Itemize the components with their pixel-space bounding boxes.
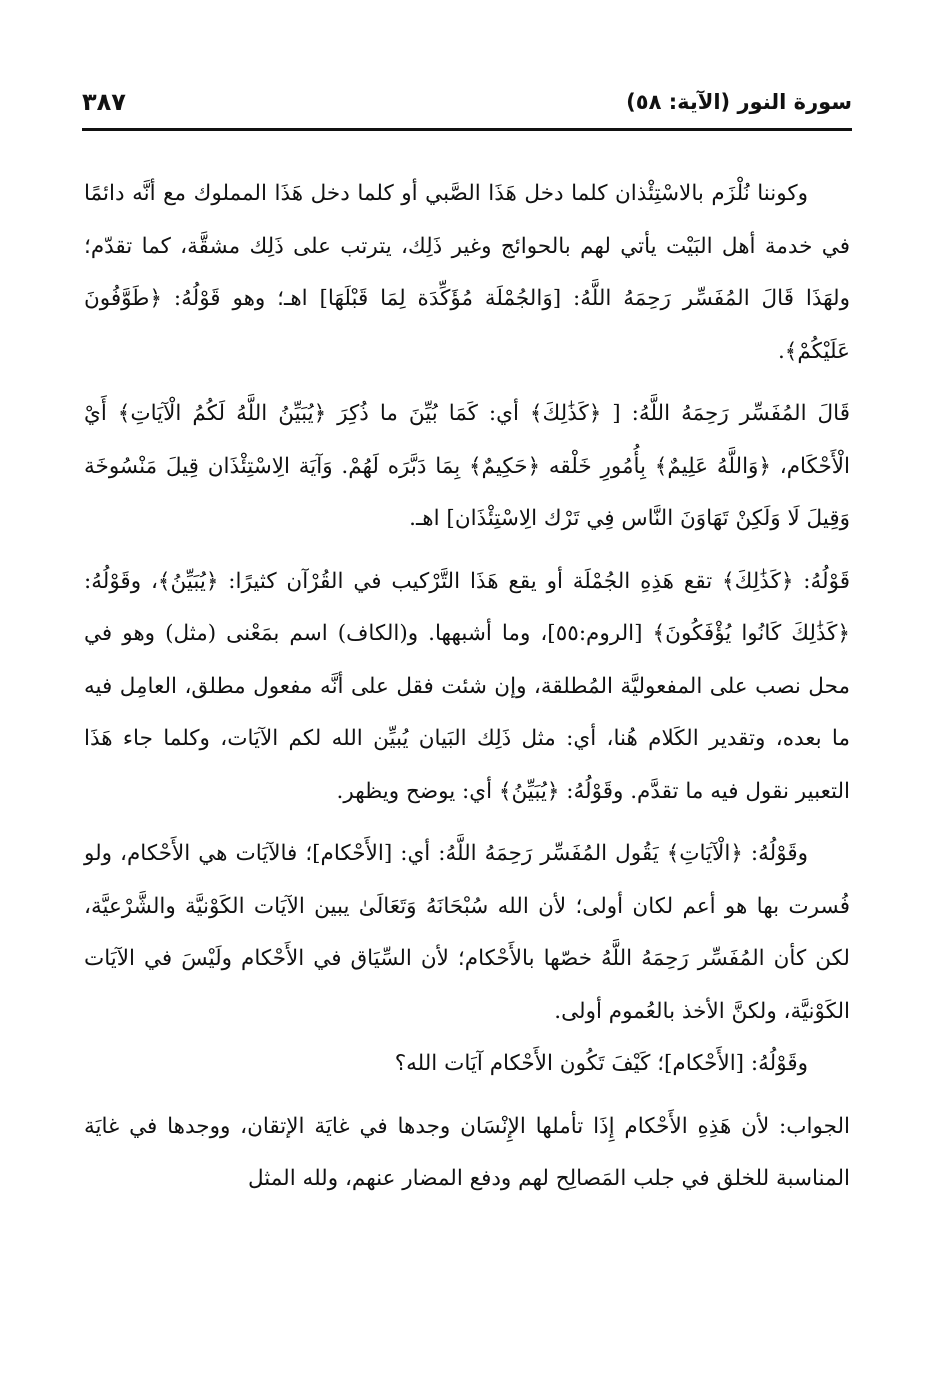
paragraph-4: وقَوْلُهُ: ﴿الْآيَاتِ﴾ يَقُول المُفَسِّر رَحِمَهُ اللَّهُ: أي: [الأَحْكام]؛ فالآيَات هي الأَحْكام، ولو فُسرت بها هو أعم لكان أولى؛ لأن الله سُبْحَانَهُ وَتَعَالَىٰ يبين الآيَات الكَوْنيَّة والشَّرْعيَّة، لكن كأن المُفَسِّر رَحِمَهُ اللَّهُ خصّها بالأَحْكام؛ لأن السِّيَاق في الأَحْكام ولَيْسَ في الآيَات الكَوْنيَّة، ولكنَّ الأخذ بالعُموم أولى.: [84, 841, 850, 1024]
page-header: [82, 88, 852, 131]
paragraph-3: قَوْلُهُ: ﴿كَذَٰلِكَ﴾ تقع هَذِهِ الجُمْلَة أو يقع هَذَا التَّرْكيب في القُرْآن كثيرًا: ﴿يُبَيِّنُ﴾، وقَوْلُهُ: ﴿كَذَٰلِكَ كَانُوا يُؤْفَكُونَ﴾ [الروم:٥٥]، وما أشبهها. و(الكاف) اسم بمَعْنى (مثل) وهو في محل نصب على المفعوليَّة المُطلقة، وإن شئت فقل على أنَّه مفعول مطلق، العامِل فيه ما بعده، وتقدير الكَلام هُنا، أي: مثل ذَلِك البَيان يُبيِّن الله لكم الآيَات، وكلما جاء هَذَا التعبير نقول فيه ما تقدَّم. وقَوْلُهُ: ﴿يُبَيِّنُ﴾ أي: يوضح ويظهر.: [84, 568, 850, 804]
paragraph-5: وقَوْلُهُ: [الأَحْكام]؛ كَيْفَ تَكُون الأَحْكام آيَات الله؟: [394, 1051, 808, 1076]
page-number: ٣٨٧: [82, 88, 126, 116]
paragraph-2: قَالَ المُفَسِّر رَحِمَهُ اللَّهُ: [ ﴿كَذَٰلِكَ﴾ أي: كَمَا بُيِّنَ ما ذُكِرَ ﴿يُبَيِّنُ اللَّهُ لَكُمُ الْآيَاتِ﴾ أَيْ الْأَحْكَام، ﴿وَاللَّهُ عَلِيمٌ﴾ بِأُمُورِ خَلْقه ﴿حَكِيمٌ﴾ بِمَا دَبَّرَه لَهُمْ. وَآيَة الِاسْتِئْذَان قِيلَ مَنْسُوخَة وَقِيلَ لَا وَلَكِنْ تَهَاوَنَ النَّاس فِي تَرْك الِاسْتِئْذَان] اهـ.: [84, 401, 850, 531]
paragraph-1: وكوننا نُلْزَم بالاسْتِئْذان كلما دخل هَذَا الصَّبي أو كلما دخل هَذَا المملوك مع أنَّه دائمًا في خدمة أهل البَيْت يأتي لهم بالحوائج وغير ذَلِك، يترتب على ذَلِك مشقَّة، كما تقدّم؛ ولهَذَا قَالَ المُفَسِّر رَحِمَهُ اللَّهُ: [وَالجُمْلَة مُؤَكِّدَة لِمَا قَبْلَهَا] اهـ؛ وهو قَوْلُهُ: ﴿طَوَّفُونَ عَلَيْكُمْ﴾.: [84, 181, 850, 364]
page-body: [84, 168, 850, 1206]
paragraph-6: الجواب: لأن هَذِهِ الأَحْكام إِذَا تأملها الإِنْسَان وجدها في غايَة الإتقان، ووجدها في غايَة المناسبة للخلق في جلب المَصالِح لهم ودفع المضار عنهم، ولله المثل: [84, 1113, 850, 1191]
surah-title: سورة النور (الآية: ٥٨): [626, 90, 852, 114]
